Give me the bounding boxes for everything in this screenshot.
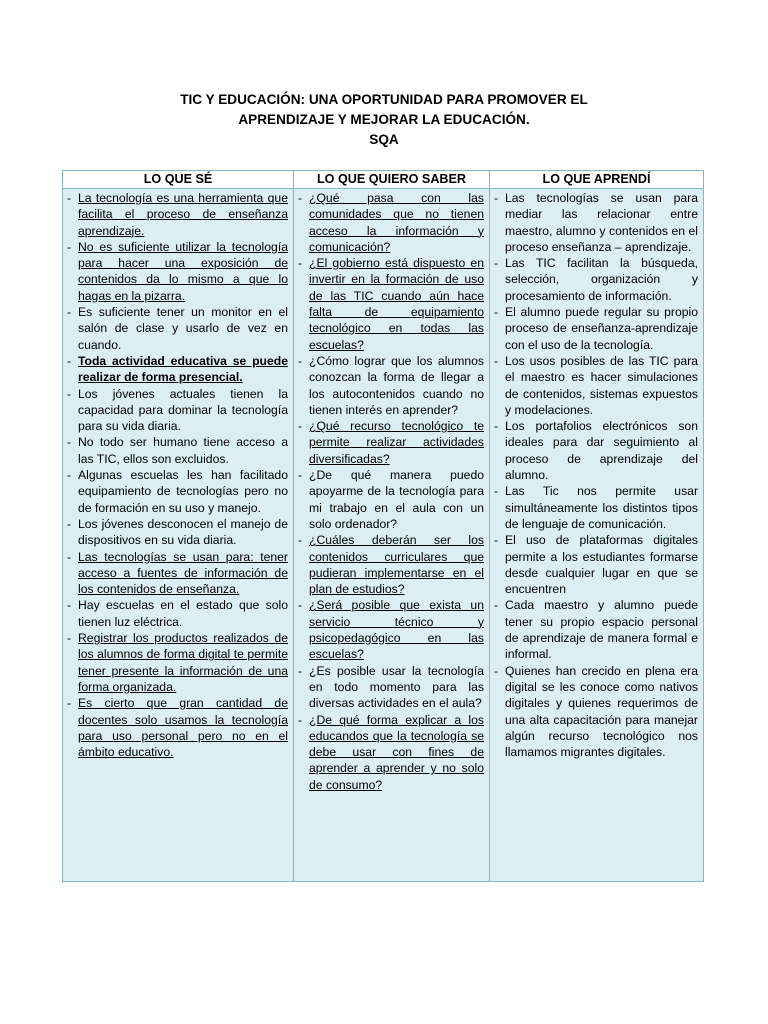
list-dash: -	[67, 239, 72, 254]
list-dash: -	[298, 712, 303, 727]
list-item	[494, 190, 698, 255]
list-item-text: Es cierto que gran cantidad de docentes solo usamos la tecnología para uso personal pero no en el ámbito educativo.	[78, 696, 288, 760]
list-item-text: La tecnología es una herramienta que facilita el proceso de enseñanza aprendizaje.	[78, 191, 288, 238]
list-item-text: ¿De qué manera puedo apoyarme de la tecnología para mi trabajo en el aula con un solo ordenador?	[309, 468, 484, 531]
table-body-row	[63, 189, 704, 882]
list-item-text: Cada maestro y alumno puede tener su propio espacio personal de aprendizaje de manera formal e informal.	[505, 598, 698, 662]
list-item	[67, 434, 288, 467]
list-item	[298, 532, 484, 597]
list-item-text: Registrar los productos realizados de los alumnos de forma digital te permite tener presente la información de una forma organizada.	[78, 631, 288, 694]
list-item	[298, 255, 484, 353]
list-item	[298, 663, 484, 712]
column-lo-que-aprendi	[490, 189, 704, 882]
list-item	[67, 304, 288, 353]
list-dash: -	[67, 516, 72, 531]
list-dash: -	[494, 663, 499, 678]
list-item-text: Toda actividad educativa se puede realizar de forma presencial.	[78, 353, 288, 385]
list-item-text: Los jóvenes desconocen el manejo de dispositivos en su vida diaria.	[78, 516, 288, 548]
list-dash: -	[67, 598, 72, 613]
list-item-text: Es suficiente tener un monitor en el salón de clase y usarlo de vez en cuando.	[78, 305, 288, 352]
list-item-text: No es suficiente utilizar la tecnología para hacer una exposición de contenidos da lo mismo a que lo hagas en la pizarra.	[78, 239, 288, 303]
list-item	[67, 353, 288, 386]
list-dash: -	[494, 256, 499, 271]
list-item-text: ¿Qué recurso tecnológico te permite realizar actividades diversificadas?	[309, 419, 484, 466]
list-item-text: Hay escuelas en el estado que solo tienen luz eléctrica.	[78, 598, 288, 629]
list-dash: -	[298, 191, 303, 205]
list-item	[494, 353, 698, 418]
list-dash: -	[494, 484, 499, 499]
list-dash: -	[298, 256, 303, 271]
list-item-text: Las tecnologías se usan para: tener acceso a fuentes de información de los contenidos de enseñanza.	[78, 549, 288, 597]
list-dash: -	[494, 533, 499, 548]
list-dash: -	[298, 533, 303, 548]
list-item-text: Quienes han crecido en plena era digital se les conoce como nativos digitales y quienes requerimos de una alta capacitación para manejar algún recurso tecnológico nos llamamos migrantes digitales.	[505, 663, 698, 760]
list-item	[298, 712, 484, 793]
list-dash: -	[494, 419, 499, 434]
list-item-text: Las Tic nos permite usar simultáneamente los distintos tipos de lenguaje de comunicación.	[505, 484, 698, 531]
list-dash: -	[67, 386, 72, 401]
list-item	[67, 190, 288, 239]
title-line-2: APRENDIZAJE Y MEJORAR LA EDUCACIÓN.	[238, 112, 530, 127]
list-item	[494, 663, 698, 761]
list-dash: -	[298, 419, 303, 434]
list-dash: -	[494, 598, 499, 613]
list-item-text: ¿Es posible usar la tecnología en todo momento para las diversas actividades en el aula?	[309, 663, 484, 711]
list-dash: -	[67, 435, 72, 450]
list-item	[67, 239, 288, 304]
column-lo-que-se	[63, 189, 294, 882]
list-item-text: ¿Cuáles deberán ser los contenidos curriculares que pudieran implementarse en el plan de estudios?	[309, 533, 484, 597]
list-item-text: ¿Será posible que exista un servicio técnico y psicopedagógico en las escuelas?	[309, 598, 484, 662]
list-item-text: Las TIC facilitan la búsqueda, selección, organización y procesamiento de información.	[505, 256, 698, 303]
list-item-text: El uso de plataformas digitales permite a los estudiantes formarse desde cualquier lugar en que se encuentren	[505, 533, 698, 597]
column-lo-que-quiero-saber	[294, 189, 490, 882]
list-item	[494, 255, 698, 304]
list-item-text: Las tecnologías se usan para mediar las relacionar entre maestro, alumno y contenidos en el proceso enseñanza – aprendizaje.	[505, 191, 698, 254]
list-item	[298, 597, 484, 662]
list-dash: -	[494, 305, 499, 320]
list-dash: -	[67, 631, 72, 646]
list-item-text: El alumno puede regular su propio proceso de enseñanza-aprendizaje con el uso de la tecnología.	[505, 305, 698, 352]
list-item	[494, 483, 698, 532]
list-item-text: Los portafolios electrónicos son ideales para dar seguimiento al proceso de aprendizaje del alumno.	[505, 419, 698, 483]
header-lo-que-aprendi: LO QUE APRENDÍ	[490, 171, 704, 189]
list-item	[298, 353, 484, 418]
list-dash: -	[67, 191, 72, 205]
list-item	[494, 418, 698, 483]
list-item	[67, 516, 288, 549]
list-item	[494, 597, 698, 662]
sqa-table	[62, 170, 704, 882]
list-item-text: Algunas escuelas les han facilitado equipamiento de tecnologías pero no de formación en su uso y manejo.	[78, 468, 288, 515]
list-dash: -	[494, 353, 499, 368]
list-dash: -	[298, 598, 303, 613]
list-item	[494, 532, 698, 597]
list-dash: -	[67, 305, 72, 320]
list-dash: -	[67, 468, 72, 483]
list-item	[298, 190, 484, 255]
list-item-text: ¿Cómo lograr que los alumnos conozcan la forma de llegar a los autocontenidos cuando no tienen interés en aprender?	[309, 353, 484, 417]
header-lo-que-se: LO QUE SÉ	[63, 171, 294, 189]
list-item-text: ¿El gobierno está dispuesto en invertir en la formación de uso de las TIC cuando aún hace falta de equipamiento tecnológico en todas las escuelas?	[309, 256, 484, 352]
list-dash: -	[67, 696, 72, 711]
list-dash: -	[298, 353, 303, 368]
header-lo-que-quiero-saber: LO QUE QUIERO SABER	[294, 171, 490, 189]
list-dash: -	[298, 468, 303, 483]
list-item-text: ¿De qué forma explicar a los educandos que la tecnología se debe usar con fines de aprender a aprender y no solo de consumo?	[309, 712, 484, 792]
list-item	[298, 467, 484, 532]
list-item-text: No todo ser humano tiene acceso a las TIC, ellos son excluidos.	[78, 435, 288, 466]
list-dash: -	[298, 663, 303, 678]
list-item	[494, 304, 698, 353]
list-dash: -	[67, 353, 72, 368]
list-item	[67, 549, 288, 598]
list-item-text: Los usos posibles de las TIC para el maestro es hacer simulaciones de contenidos, sistemas expuestos y modelaciones.	[505, 353, 698, 417]
list-dash: -	[67, 549, 72, 564]
list-item-text: Los jóvenes actuales tienen la capacidad para dominar la tecnología para su vida diaria.	[78, 386, 288, 434]
list-item	[67, 597, 288, 630]
document-title	[0, 90, 768, 150]
list-item	[67, 386, 288, 435]
list-item-text: ¿Qué pasa con las comunidades que no tienen acceso la información y comunicación?	[309, 191, 484, 254]
table-header-row	[63, 171, 704, 189]
title-line-3: SQA	[369, 132, 399, 147]
list-dash: -	[494, 191, 499, 205]
list-item	[67, 467, 288, 516]
list-item	[67, 630, 288, 695]
title-line-1: TIC Y EDUCACIÓN: UNA OPORTUNIDAD PARA PROMOVER EL	[180, 92, 588, 107]
list-item	[298, 418, 484, 467]
list-item	[67, 695, 288, 760]
